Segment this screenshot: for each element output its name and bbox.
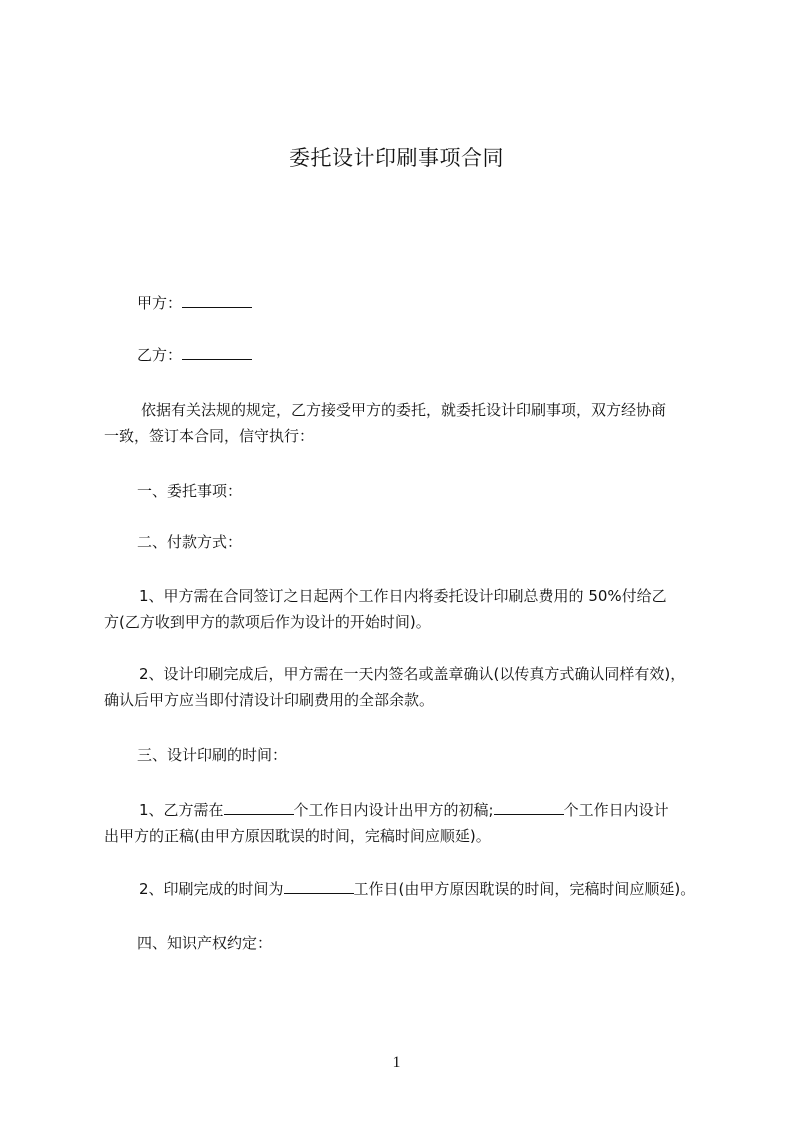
time-item-2-part-1: 2、印刷完成的时间为: [139, 880, 284, 898]
document-title: 委托设计印刷事项合同: [289, 146, 504, 170]
intro-line-2: 一致，签订本合同，信守执行：: [104, 427, 315, 445]
payment-item-1-line-1: 1、甲方需在合同签订之日起两个工作日内将委托设计印刷总费用的 50%付给乙: [139, 587, 667, 605]
party-b-label: 乙方：: [137, 346, 183, 364]
time-item-2-line: [139, 878, 695, 900]
final-draft-days-blank: [494, 800, 564, 815]
page-number: 1: [392, 1054, 401, 1071]
initial-draft-days-blank: [224, 800, 294, 815]
party-b-line: [137, 344, 252, 366]
printing-days-blank: [284, 879, 354, 894]
section-3-heading: 三、设计印刷的时间：: [137, 746, 288, 764]
payment-item-2-line-2: 确认后甲方应当即付清设计印刷费用的全部余款。: [104, 691, 435, 709]
time-item-1-line-1: [139, 799, 669, 821]
party-a-label: 甲方：: [137, 294, 183, 312]
payment-item-1-line-2: 方(乙方收到甲方的款项后作为设计的开始时间)。: [104, 613, 431, 631]
party-a-blank: [182, 293, 252, 308]
time-item-1-part-3: 个工作日内设计: [563, 801, 669, 819]
section-4-heading: 四、知识产权约定：: [137, 934, 273, 952]
time-item-1-line-2: 出甲方的正稿(由甲方原因耽误的时间，完稿时间应顺延)。: [104, 827, 491, 845]
section-1-heading: 一、委托事项：: [137, 482, 243, 500]
section-2-heading: 二、付款方式：: [137, 533, 243, 551]
time-item-1-part-1: 1、乙方需在: [139, 801, 224, 819]
time-item-1-part-2: 个工作日内设计出甲方的初稿;: [293, 801, 494, 819]
party-a-line: [137, 292, 252, 314]
time-item-2-part-2: 工作日(由甲方原因耽误的时间，完稿时间应顺延)。: [353, 880, 696, 898]
payment-item-2-line-1: 2、设计印刷完成后，甲方需在一天内签名或盖章确认(以传真方式确认同样有效)，: [139, 665, 686, 683]
party-b-blank: [182, 345, 252, 360]
intro-line-1: 依据有关法规的规定，乙方接受甲方的委托，就委托设计印刷事项，双方经协商: [141, 401, 667, 419]
